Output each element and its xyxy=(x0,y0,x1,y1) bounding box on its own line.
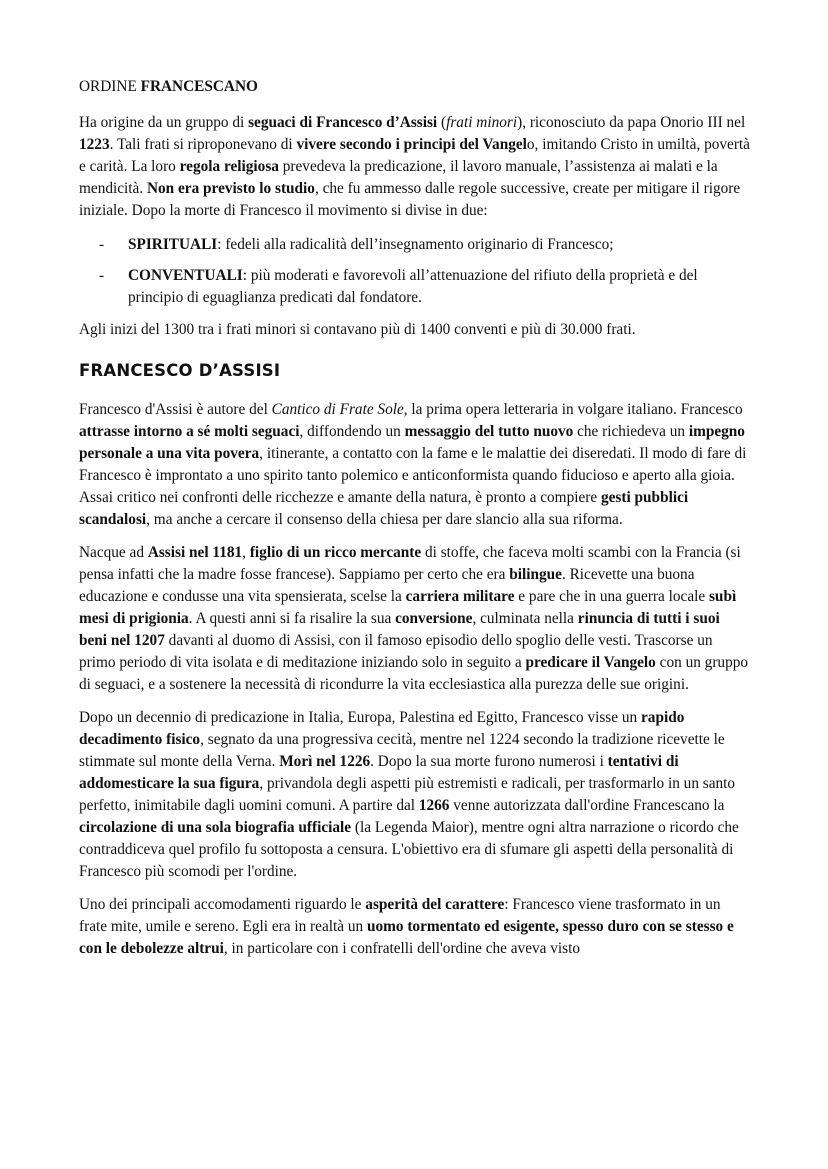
text-run: , diffondendo un xyxy=(299,423,405,440)
text-run: Ha origine da un gruppo di xyxy=(79,114,249,131)
bold-text: bilingue xyxy=(509,566,562,583)
text-run: , segnato da una progressiva cecità, mentre nel 1224 secondo la tradizione ricevette le stimmate sul monte della Verna. xyxy=(79,731,725,770)
list-item-text xyxy=(128,267,698,306)
text-run: venne autorizzata dall'ordine Francescano la xyxy=(449,797,725,814)
bold-text: impegno personale a una vita povera xyxy=(79,423,745,462)
text-run: Francesco d'Assisi è autore del xyxy=(79,401,272,418)
bold-text: figlio di un ricco mercante xyxy=(249,544,422,561)
text-run: , privandola degli aspetti più estremisti e radicali, per trasformarlo in un santo perfetto, inimitabile dagli uomini comuni. A partire dal xyxy=(79,775,736,814)
text-run: davanti al duomo di Assisi, con il famoso episodio dello spoglio delle vesti. Trascorse un primo periodo di vita isolata e di meditazione iniziando solo in seguito a xyxy=(79,632,713,671)
text-run: . Ricevette una buona educazione e condusse una vita spensierata, scelse la xyxy=(79,566,695,605)
text-run: con un gruppo di seguaci, e a sostenere la necessità di ricondurre la vita ecclesiastica alla purezza delle sue origini. xyxy=(79,654,749,693)
bold-text: circolazione di una sola biografia ufficiale xyxy=(79,819,352,836)
italic-text: frati minori xyxy=(446,114,518,131)
dash-bullet: - xyxy=(99,236,105,253)
bold-text: tentativi di addomesticare la sua figura xyxy=(79,753,679,792)
section-title-prefix: ORDINE xyxy=(79,78,141,95)
bold-text: rapido decadimento fisico xyxy=(79,709,685,748)
body-paragraph-3 xyxy=(79,707,750,883)
text-run: prevedeva la predicazione, il lavoro manuale, l’assistenza ai malati e la mendicità. xyxy=(79,158,718,197)
text-run: , itinerante, a contatto con la fame e le malattie dei diseredati. Il modo di fare di Francesco è improntato a uno spirito tanto polemico e anticonformista quando fiducioso e aperto alla gioia. Assai critico nei confronti delle ricchezze e amante della natura, è pronto a compiere xyxy=(79,445,747,506)
text-run: che richiedeva un xyxy=(573,423,689,440)
order-division-list xyxy=(79,234,750,309)
text-run: ( xyxy=(437,114,447,131)
text-run: Nacque ad xyxy=(79,544,148,561)
dash-bullet: - xyxy=(99,267,105,284)
body-paragraph-1 xyxy=(79,399,750,531)
section-title-emphasis: FRANCESCANO xyxy=(140,78,258,95)
bold-text: SPIRITUALI xyxy=(128,236,218,253)
bold-text: seguaci di Francesco d’Assisi xyxy=(248,114,438,131)
text-run: . Dopo la sua morte furono numerosi i xyxy=(370,753,608,770)
text-run: : fedeli alla radicalità dell’insegnamento originario di Francesco; xyxy=(217,236,614,253)
text-run: . A questi anni si fa risalire la sua xyxy=(188,610,396,627)
text-run: (la Legenda Maior), mentre ogni altra narrazione o ricordo che contraddiceva quel profilo fu sottoposta a censura. L'obiettivo era di sfumare gli aspetti della personalità di Francesco più scomodi per l'ordine. xyxy=(79,819,739,880)
text-run: . Tali frati si riproponevano di xyxy=(109,136,297,153)
text-run: ), riconosciuto da papa Onorio III nel xyxy=(517,114,746,131)
text-run: , che fu ammesso dalle regole successive, create per mitigare il rigore iniziale. Dopo la morte di Francesco il movimento si divise in due: xyxy=(79,180,741,219)
italic-text: Cantico di Frate Sole xyxy=(271,401,404,418)
bold-text: gesti pubblici scandalosi xyxy=(79,489,689,528)
bold-text: predicare il Vangelo xyxy=(525,654,656,671)
bold-text: rinuncia di tutti i suoi beni nel 1207 xyxy=(79,610,720,649)
bold-text: messaggio del tutto nuovo xyxy=(404,423,574,440)
intro-paragraph xyxy=(79,112,750,222)
bold-text: conversione xyxy=(395,610,473,627)
text-run: Dopo un decennio di predicazione in Italia, Europa, Palestina ed Egitto, Francesco visse un xyxy=(79,709,641,726)
bold-text: attrasse intorno a sé molti seguaci xyxy=(79,423,300,440)
bold-text: uomo tormentato ed esigente, spesso duro con se stesso e con le debolezze altrui xyxy=(79,918,734,957)
text-run: Agli inizi del 1300 tra i frati minori si contavano più di 1400 conventi e più di 30.000 frati. xyxy=(79,321,636,338)
closing-paragraph xyxy=(79,319,750,341)
bold-text: regola religiosa xyxy=(179,158,279,175)
text-run: o, imitando Cristo in umiltà, povertà e carità. La loro xyxy=(79,136,750,175)
bold-text: 1266 xyxy=(418,797,450,814)
bold-text: Morì nel 1226 xyxy=(279,753,371,770)
list-item-spirituali xyxy=(79,234,750,256)
body-paragraph-2 xyxy=(79,542,750,696)
list-item-text xyxy=(128,236,614,253)
text-run: , la prima opera letteraria in volgare italiano. Francesco xyxy=(403,401,743,418)
text-run: di stoffe, che faceva molti scambi con la Francia (si pensa infatti che la madre fosse francese). Sappiamo per certo che era xyxy=(79,544,741,583)
text-run: , ma anche a cercare il consenso della chiesa per dare slancio alla sua riforma. xyxy=(146,511,623,528)
bold-text: 1223 xyxy=(79,136,110,153)
bold-text: CONVENTUALI xyxy=(128,267,243,284)
text-run: , in particolare con i confratelli dell'ordine che aveva visto xyxy=(223,940,580,957)
bold-text: Non era previsto lo studio xyxy=(146,180,315,197)
text-run: , xyxy=(242,544,250,561)
text-run: : Francesco viene trasformato in un frate mite, umile e sereno. Egli era in realtà un xyxy=(79,896,721,935)
section-title-ordine-francescano xyxy=(79,76,750,98)
text-run: : più moderati e favorevoli all’attenuazione del rifiuto della proprietà e del principio di eguaglianza predicati dal fondatore. xyxy=(128,267,698,306)
text-run: , culminata nella xyxy=(472,610,578,627)
bold-text: asperità del carattere xyxy=(365,896,505,913)
bold-text: subì mesi di prigionia xyxy=(79,588,737,627)
bold-text: vivere secondo i principi del Vangel xyxy=(296,136,527,153)
text-run: Uno dei principali accomodamenti riguardo le xyxy=(79,896,366,913)
section-title-francesco-dassisi: FRANCESCO D’ASSISI xyxy=(79,361,281,380)
text-run: e pare che in una guerra locale xyxy=(514,588,709,605)
bold-text: Assisi nel 1181 xyxy=(147,544,243,561)
body-paragraph-4 xyxy=(79,894,750,960)
bold-text: carriera militare xyxy=(405,588,515,605)
list-item-conventuali xyxy=(79,265,750,309)
